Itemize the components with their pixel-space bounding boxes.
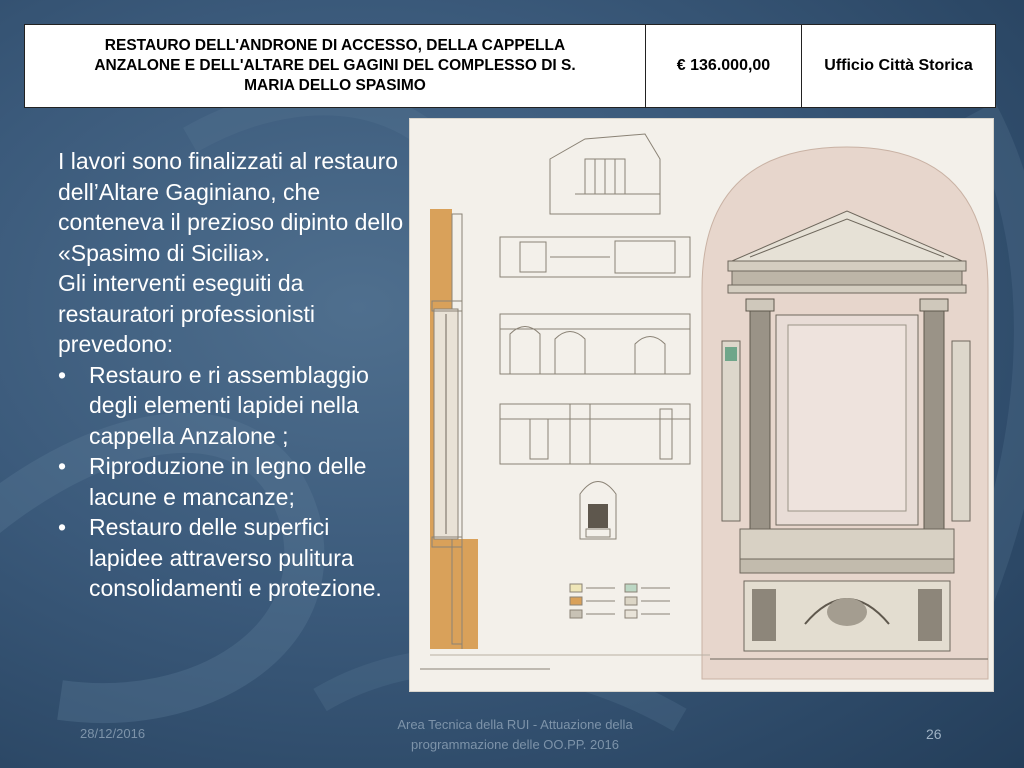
project-office-cell: Ufficio Città Storica: [824, 57, 973, 74]
bullet-icon: •: [58, 361, 67, 388]
bullet-icon: •: [58, 514, 67, 540]
slide-body-text: [58, 146, 408, 604]
altar-drawing-image: [409, 118, 994, 692]
project-title-line: ANZALONE E DELL'ALTARE DEL GAGINI DEL COMPLESSO DI S.: [94, 57, 576, 74]
altar-drawing-svg: [410, 119, 994, 692]
bullet-icon: •: [58, 453, 67, 479]
footer-date: 28/12/2016: [80, 726, 146, 741]
list-item-text: Restauro delle superfici lapidee attraverso pulitura consolidamenti e protezione.: [89, 514, 382, 601]
list-item: [58, 512, 408, 604]
interventions-paragraph: Gli interventi eseguiti da restauratori professionisti prevedono:: [58, 270, 315, 357]
intro-paragraph: I lavori sono finalizzati al restauro dell’Altare Gaginiano, che conteneva il prezioso dipinto dello «Spasimo di Sicilia».: [58, 148, 404, 266]
page-number: 26: [926, 726, 942, 742]
list-item: [58, 360, 408, 452]
footer-caption-line: Area Tecnica della RUI - Attuazione della: [397, 717, 633, 732]
footer-caption: [360, 715, 670, 755]
project-amount-cell: € 136.000,00: [646, 25, 802, 107]
footer-caption-line: programmazione delle OO.PP. 2016: [411, 737, 619, 752]
interventions-list: [58, 360, 408, 604]
list-item-text: Riproduzione in legno delle lacune e mancanze;: [89, 453, 367, 510]
list-item-text: Restauro e ri assemblaggio degli elementi lapidei nella cappella Anzalone ;: [89, 361, 369, 449]
project-header-table: [24, 24, 996, 108]
project-title-line: RESTAURO DELL'ANDRONE DI ACCESSO, DELLA CAPPELLA: [104, 37, 566, 54]
project-title-line: MARIA DELLO SPASIMO: [244, 77, 426, 94]
project-title-cell: [25, 25, 646, 107]
list-item: [58, 451, 408, 512]
